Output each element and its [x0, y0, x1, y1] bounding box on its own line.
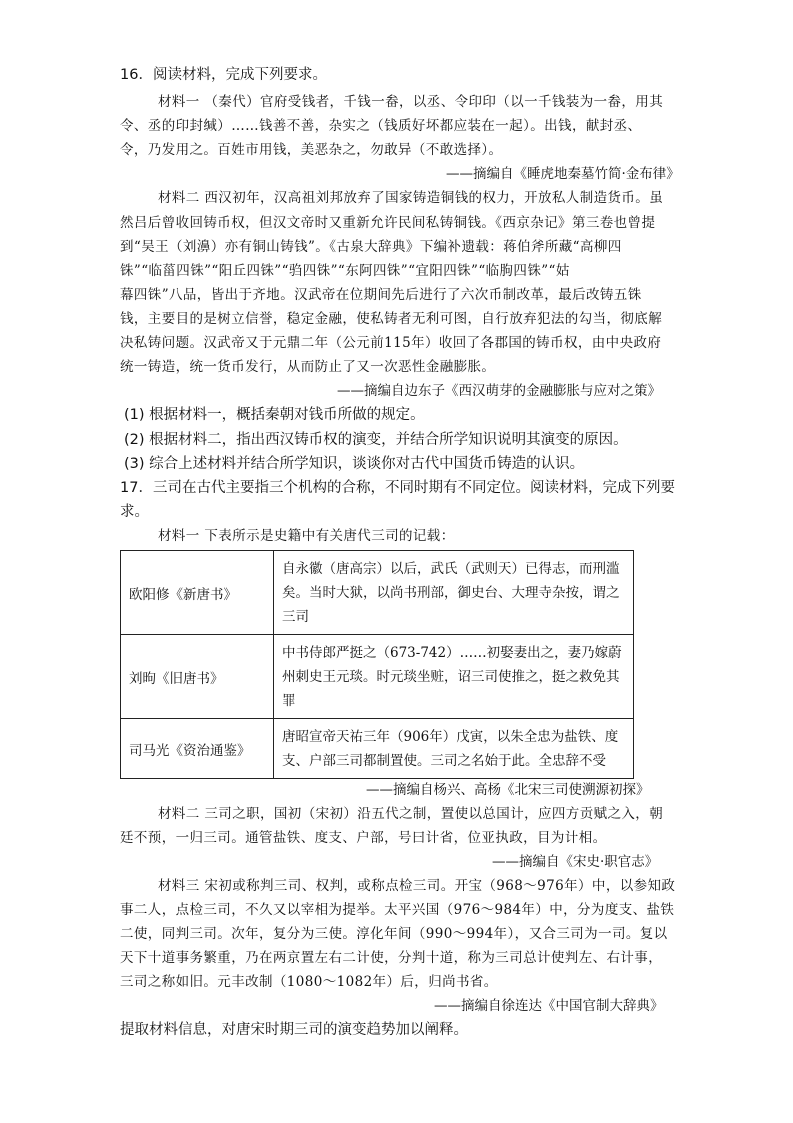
q16-m2-line: 统一铸造，统一货币发行，从而防止了又一次恶性金融膨胀。: [120, 359, 496, 375]
table-text-line: 矣。当时大狱，以尚书刑部，御史台、大理寺杂按，谓之: [282, 584, 620, 601]
table-text-line: 支、户部三司都制置使。三司之名始于此。全忠辞不受: [282, 752, 606, 769]
table-row: [121, 719, 634, 779]
table-text-line: 罪: [282, 692, 296, 709]
sansi-records-table: [120, 550, 634, 779]
q16-question-3: (3) 综合上述材料并结合所学知识，谈谈你对古代中国货币铸造的认识。: [124, 456, 585, 472]
q17-m1-intro: 材料一 下表所示是史籍中有关唐代三司的记载：: [158, 528, 455, 544]
table-cell-text: [274, 635, 634, 719]
q17-m2-line: 材料二 三司之职，国初（宋初）沿五代之制，置使以总国计，应四方贡赋之入，朝: [158, 806, 664, 822]
table-text-line: 三司: [282, 608, 309, 625]
table-row: [121, 635, 634, 719]
table-cell-text: [274, 551, 634, 635]
q16-question-2: (2) 根据材料二，指出西汉铸币权的演变，并结合所学知识说明其演变的原因。: [124, 432, 628, 448]
q16-m2-line: 材料二 西汉初年，汉高祖刘邦放弃了国家铸造铜钱的权力，开放私人制造货币。虽: [158, 190, 664, 206]
q17-m3-line: 天下十道事务繁重，乃在两京置左右二计使，分判十道，称为三司总计使判左、右计事，: [120, 950, 663, 966]
q16-question-1: (1) 根据材料一，概括秦朝对钱币所做的规定。: [124, 407, 425, 423]
q17-m3-line: 事二人，点检三司，不久又以宰相为提举。太平兴国（976～984年）中，分为度支、盐铁: [120, 902, 675, 918]
q17-m1-source: ——摘编自杨兴、高杨《北宋三司使溯源初探》: [366, 782, 650, 798]
q16-m1-source: ——摘编自《睡虎地秦墓竹简·金布律》: [446, 166, 680, 182]
q16-m1-line: 令、丞的印封缄）……钱善不善，杂实之（钱质好坏都应装在一起）。出钱，献封丞、: [120, 118, 642, 134]
q16-m2-line: 幕四铢”八品，皆出于齐地。汉武帝在位期间先后进行了六次币制改革，最后改铸五铢: [120, 287, 642, 303]
q17-m2-source: ——摘编自《宋史·职官志》: [492, 854, 659, 870]
table-text-line: 中书侍郎严挺之（673-742）……初娶妻出之，妻乃嫁蔚: [282, 644, 622, 661]
q16-m2-line: 然吕后曾收回铸币权，但汉文帝时又重新允许民间私铸铜钱。《西京杂记》第三卷也曾提: [120, 215, 656, 231]
table-text-line: 州刺史王元琰。时元琰坐赃，诏三司使推之，挺之救免其: [282, 668, 620, 685]
table-cell-source: 欧阳修《新唐书》: [121, 551, 274, 635]
q16-title: 16．阅读材料，完成下列要求。: [120, 67, 327, 83]
table-cell-source: 刘昫《旧唐书》: [121, 635, 274, 719]
q17-m3-line: 二使，同判三司。次年，复分为三使。淳化年间（990～994年），又合三司为一司。复以: [120, 926, 668, 942]
table-cell-text: [274, 719, 634, 779]
q16-m1-line: 材料一 （秦代）官府受钱者，千钱一畚，以丞、令印印（以一千钱装为一畚，用其: [158, 94, 664, 110]
q17-m3-line: 三司之称如旧。元丰改制（1080～1082年）后，归尚书省。: [120, 974, 498, 990]
q16-m2-line: 钱，主要目的是树立信誉，稳定金融，使私铸者无利可图，自行放弃犯法的勾当，彻底解: [120, 311, 663, 327]
table-cell-source: 司马光《资治通鉴》: [121, 719, 274, 779]
q16-m1-line: 令，乃发用之。百姓市用钱，美恶杂之，勿敢异（不敢选择）。: [120, 142, 503, 158]
q16-m2-source: ——摘编自边东子《西汉萌芽的金融膨胀与应对之策》: [337, 383, 661, 399]
q17-m3-source: ——摘编自徐连达《中国官制大辞典》: [434, 998, 664, 1014]
q17-m2-line: 廷不预，一归三司。通管盐铁、度支、户部，号曰计省，位亚执政，目为计相。: [120, 830, 607, 846]
table-row: [121, 551, 634, 635]
q17-m3-line: 材料三 宋初或称判三司、权判，或称点检三司。开宝（968～976年）中，以参知政: [158, 878, 676, 894]
q17-task: 提取材料信息，对唐宋时期三司的演变趋势加以阐释。: [120, 1022, 468, 1038]
q17-title-cont: 求。: [120, 504, 149, 520]
q16-m2-line: 到“吴王（刘濞）亦有铜山铸钱”。《古泉大辞典》下编补遗载：蒋伯斧所藏“高柳四: [120, 239, 622, 255]
q16-m2-line: 铢”“临菑四铢”“阳丘四铢”“驺四铢”“东阿四铢”“宜阳四铢”“临朐四铢”“姑: [120, 263, 570, 279]
table-text-line: 唐昭宣帝天祐三年（906年）戊寅，以朱全忠为盐铁、度: [282, 728, 619, 745]
q17-title: 17．三司在古代主要指三个机构的合称，不同时期有不同定位。阅读材料，完成下列要: [120, 480, 675, 496]
q16-m2-line: 决私铸问题。汉武帝又于元鼎二年（公元前115年）收回了各郡国的铸币权，由中央政府: [120, 335, 662, 351]
table-text-line: 自永徽（唐高宗）以后，武氏（武则天）已得志，而刑滥: [282, 560, 620, 577]
